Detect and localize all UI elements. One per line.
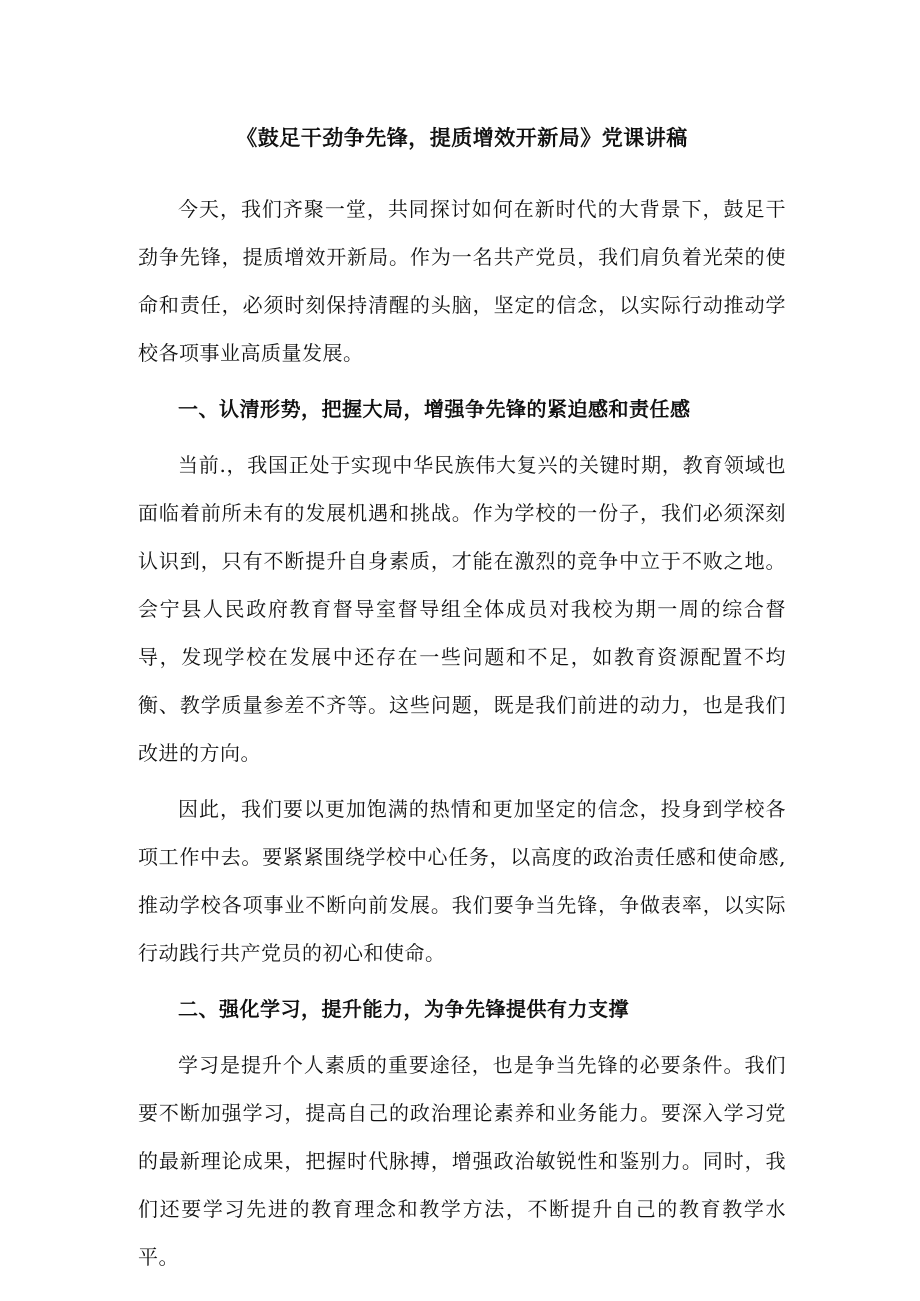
document-title: 《鼓足干劲争先锋，提质增效开新局》党课讲稿 (236, 125, 688, 150)
paragraph-intro: 今天，我们齐聚一堂，共同探讨如何在新时代的大背景下，鼓足干劲争先锋，提质增效开新局。作为一名共产党员，我们肩负着光荣的使命和责任，必须时刻保持清醒的头脑，坚定的信念，以实际行动推动学校各项事业高质量发展。 (138, 197, 786, 365)
paragraph-therefore: 因此，我们要以更加饱满的热情和更加坚定的信念，投身到学校各项工作中去。要紧紧围绕学校中心任务，以高度的政治责任感和使命感,推动学校各项事业不断向前发展。我们要争当先锋，争做表率，以实际行动践行共产党员的初心和使命。 (138, 797, 786, 965)
section-heading-1: 一、认清形势，把握大局，增强争先锋的紧迫感和责任感 (178, 397, 691, 421)
section-heading-2: 二、强化学习，提升能力，为争先锋提供有力支撑 (178, 997, 629, 1021)
paragraph-situation: 当前.，我国正处于实现中华民族伟大复兴的关键时期，教育领域也面临着前所未有的发展机遇和挑战。作为学校的一份子，我们必须深刻认识到，只有不断提升自身素质，才能在激烈的竞争中立于不败之地。会宁县人民政府教育督导室督导组全体成员对我校为期一周的综合督导，发现学校在发展中还存在一些问题和不足，如教育资源配置不均衡、教学质量参差不齐等。这些问题，既是我们前进的动力，也是我们改进的方向。 (138, 453, 786, 765)
document-page (138, 118, 786, 1289)
paragraph-learning: 学习是提升个人素质的重要途径，也是争当先锋的必要条件。我们要不断加强学习，提高自己的政治理论素养和业务能力。要深入学习党的最新理论成果，把握时代脉搏，增强政治敏锐性和鉴别力。同时，我们还要学习先进的教育理念和教学方法，不断提升自己的教育教学水平。 (138, 1053, 786, 1269)
